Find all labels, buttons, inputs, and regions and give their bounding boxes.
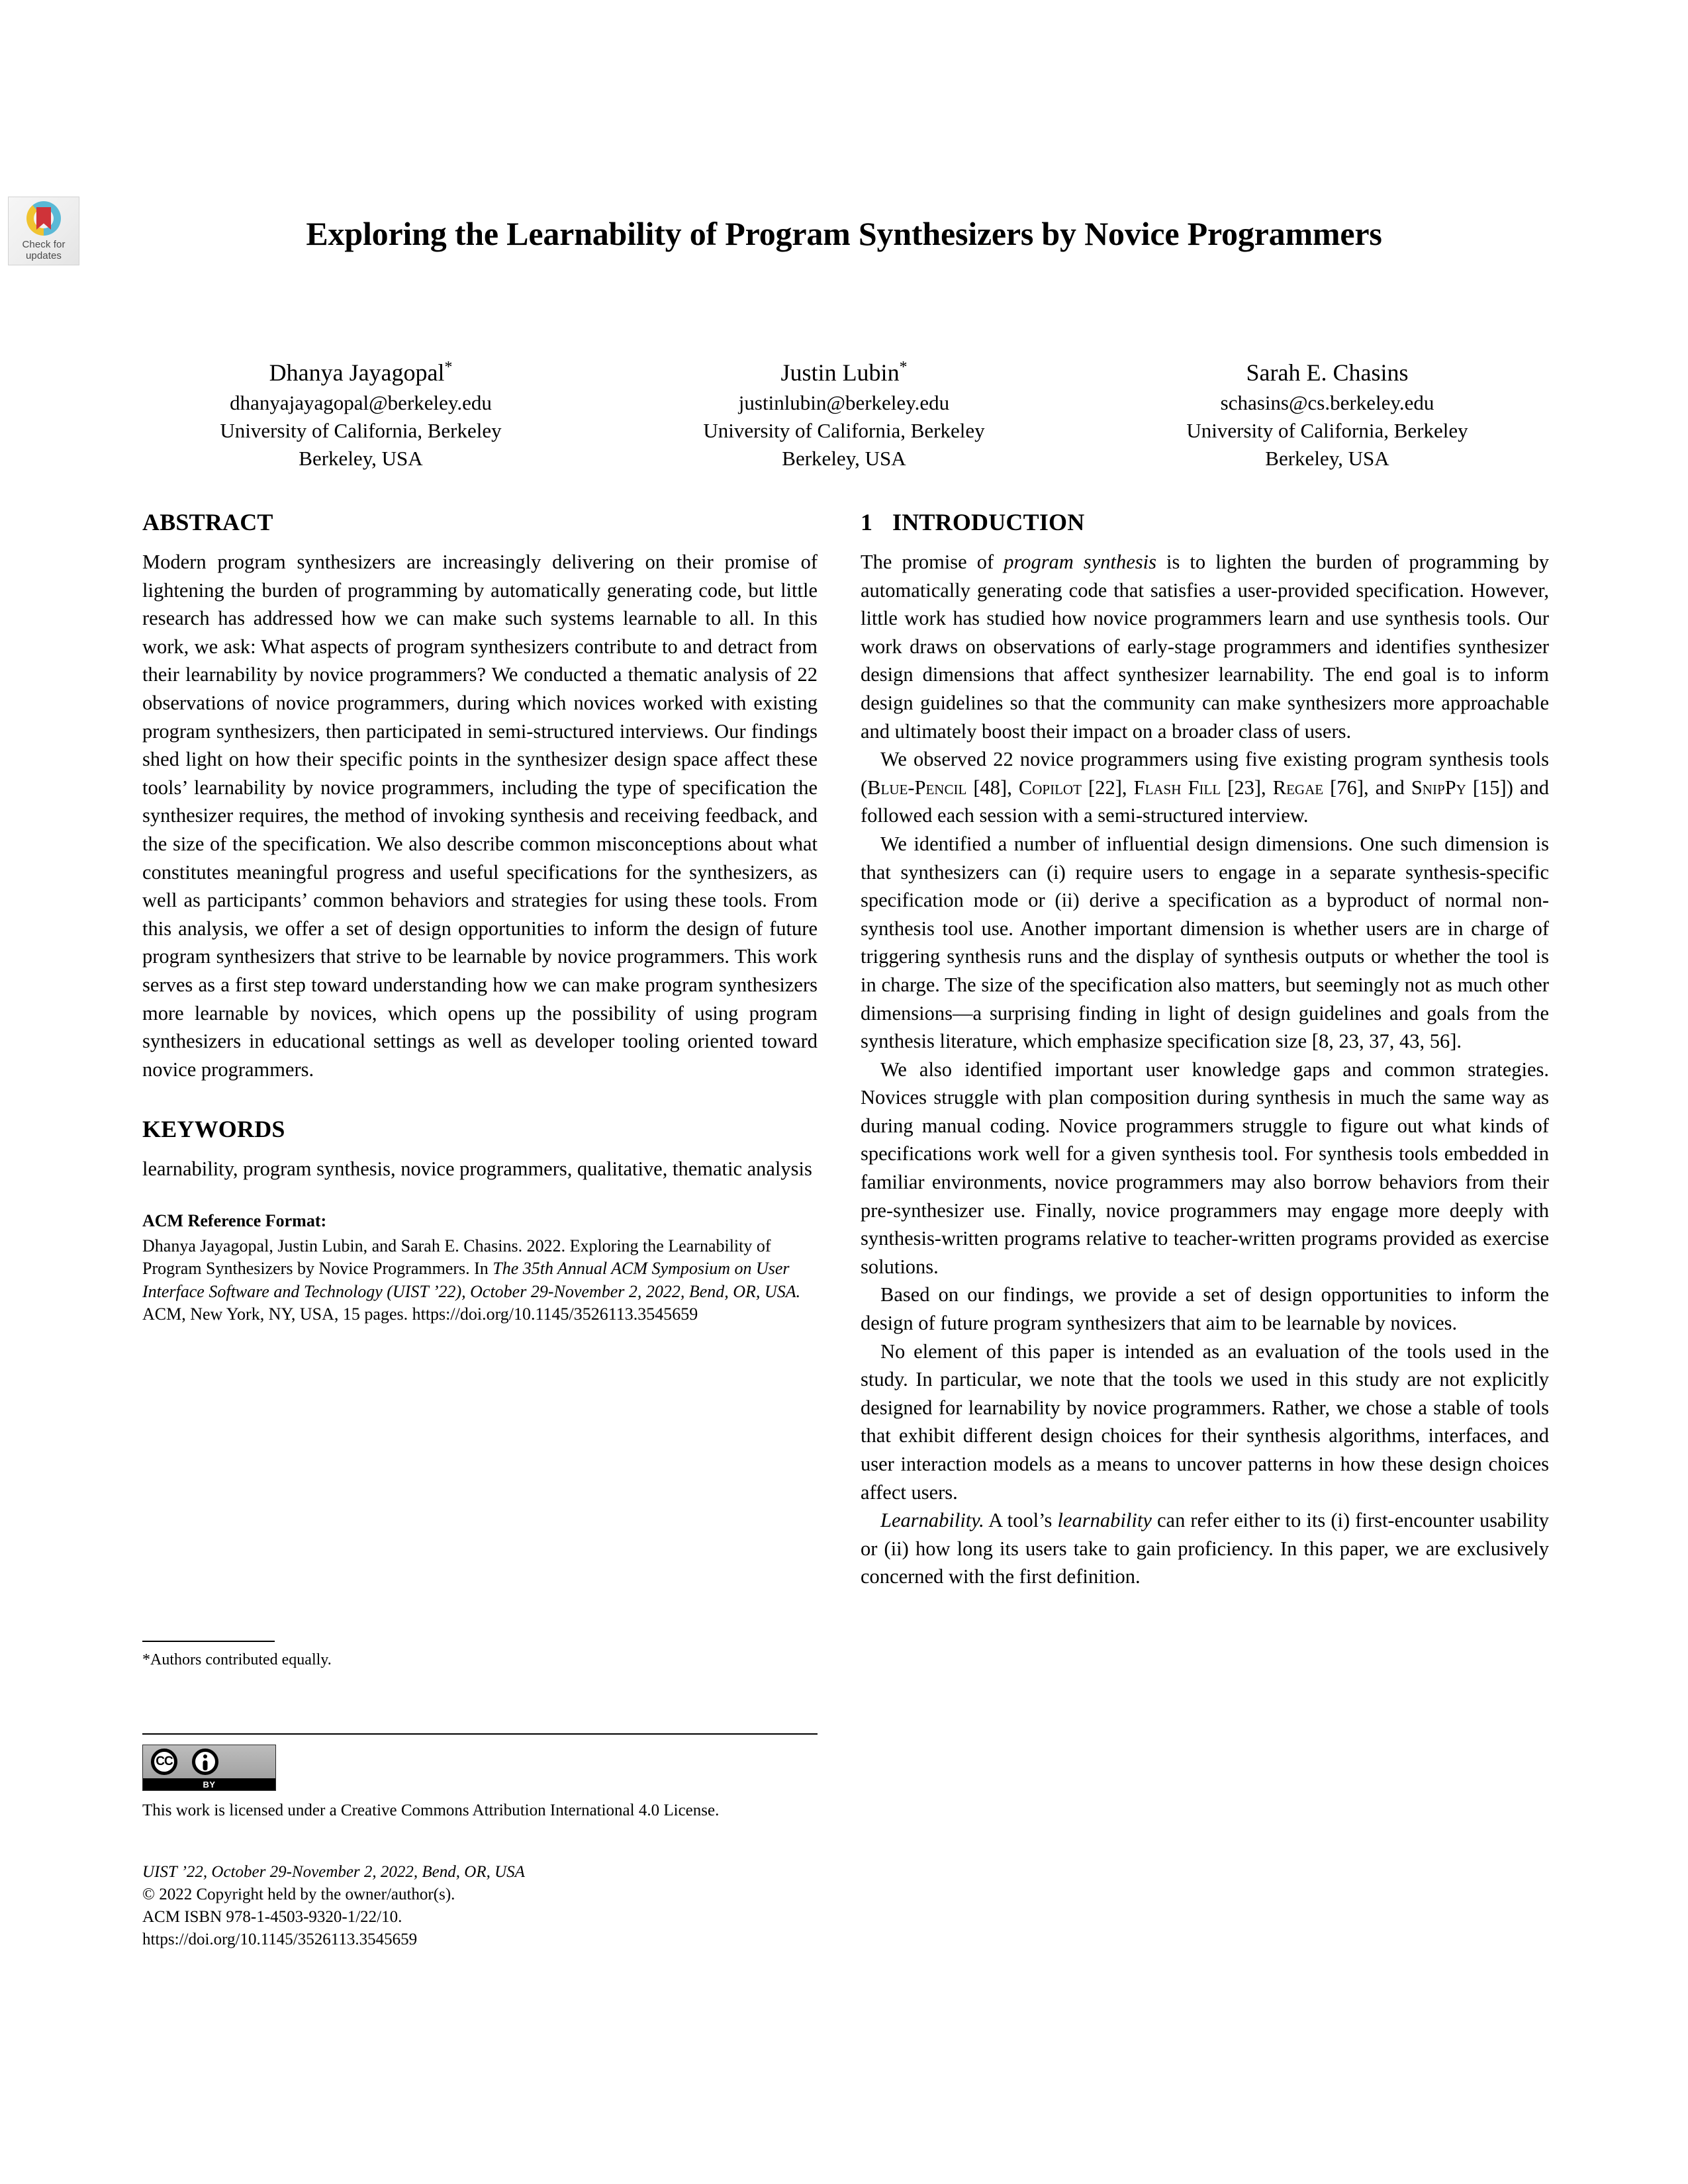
- author-affiliation: University of California, Berkeley: [1186, 419, 1468, 442]
- crossmark-badge[interactable]: [8, 197, 79, 265]
- spacer: [142, 1183, 818, 1210]
- tool-name-snippy: SnipPy: [1411, 776, 1466, 799]
- intro-paragraph-1: [861, 548, 1549, 745]
- cc-attribution-person-icon: [192, 1749, 218, 1775]
- author-name: [626, 356, 1062, 389]
- author-affiliation: University of California, Berkeley: [703, 419, 985, 442]
- crossmark-label-line1: Check for: [22, 239, 66, 250]
- section-title: INTRODUCTION: [892, 509, 1085, 535]
- footnote-divider: [142, 1641, 275, 1642]
- tool-name-regae: Regae: [1272, 776, 1324, 799]
- copyright-holder: © 2022 Copyright held by the owner/author(s).: [142, 1886, 455, 1903]
- copyright-block: [142, 1861, 818, 1951]
- spacer: [142, 1083, 818, 1115]
- author-entry: [1109, 356, 1546, 473]
- license-text: This work is licensed under a Creative Commons Attribution International 4.0 License.: [142, 1801, 720, 1819]
- tool-name-copilot: Copilot: [1018, 776, 1082, 799]
- tool-name-blue-pencil: Blue-Pencil: [867, 776, 967, 799]
- copyright-venue: UIST ’22, October 29-November 2, 2022, Bend, OR, USA: [142, 1863, 525, 1881]
- intro-p2-b: ) and followed each session with a semi-structured interview.: [861, 776, 1549, 827]
- tool2-citation: [22],: [1081, 776, 1134, 799]
- author-entry: [142, 356, 579, 473]
- keywords-text: learnability, program synthesis, novice programmers, qualitative, thematic analysis: [142, 1158, 812, 1181]
- author-name-text: Justin Lubin: [780, 359, 900, 386]
- intro-paragraph-3: We identified a number of influential design dimensions. One such dimension is that synthesizers can (i) require users to engage in a separate synthesis-specific specification mode or (ii) derive a specification as a byproduct of normal non-synthesis tool use. Another important dimension is whether users are in charge of triggering synthesis runs and the display of synthesis outputs or whether the tool is in charge. The size of the specification also matters, but seemingly not as much other dimensions—a surprising finding in light of design guidelines and goals from the synthesis literature, which emphasize specification size [8, 23, 37, 43, 56].: [861, 832, 1549, 1053]
- crossmark-label: [22, 239, 65, 261]
- author-email[interactable]: schasins@cs.berkeley.edu: [1220, 391, 1434, 414]
- intro-p1-italic: program synthesis: [1004, 551, 1157, 573]
- author-name: [1109, 356, 1546, 389]
- intro-p7-b: can refer either to its (i) first-encounter usability or (ii) how long its users take to gain proficiency. In this paper, we are exclusively concerned with the first definition.: [861, 1509, 1549, 1588]
- tool1-citation: [48],: [966, 776, 1019, 799]
- copyright-isbn: ACM ISBN 978-1-4503-9320-1/22/10.: [142, 1908, 402, 1926]
- acm-ref-part2: ACM, New York, NY, USA, 15 pages. https://doi.org/10.1145/3526113.3545659: [142, 1304, 698, 1324]
- tool-name-flash-fill: Flash Fill: [1133, 776, 1221, 799]
- intro-p7-a: A tool’s: [984, 1509, 1058, 1532]
- intro-paragraph-2: [861, 745, 1549, 830]
- cc-badge-top: [143, 1745, 275, 1778]
- author-name: [142, 356, 579, 389]
- copyright-doi[interactable]: https://doi.org/10.1145/3526113.3545659: [142, 1931, 418, 1948]
- acm-reference-heading: ACM Reference Format:: [142, 1210, 327, 1230]
- author-name-text: Dhanya Jayagopal: [269, 359, 445, 386]
- abstract-heading: ABSTRACT: [142, 509, 273, 535]
- right-column: [861, 508, 1549, 1591]
- author-block: [142, 356, 1546, 473]
- author-marker: *: [899, 359, 908, 376]
- bookmark-icon: [36, 207, 51, 230]
- intro-paragraph-6: No element of this paper is intended as an evaluation of the tools used in the study. In particular, we note that the tools we used in this study are not explicitly designed for learnability by novice programmers. Rather, we chose a stable of tools that exhibit different design choices for their synthesis algorithms, interfaces, and user interaction models as a means to uncover patterns in how these design choices affect users.: [861, 1340, 1549, 1504]
- intro-paragraph-5: Based on our findings, we provide a set of design opportunities to inform the design of future program synthesizers that aim to be learnable by novices.: [861, 1283, 1549, 1335]
- introduction-heading: [861, 508, 1549, 536]
- license-divider: [142, 1733, 818, 1735]
- learnability-term: Learnability.: [880, 1509, 984, 1532]
- intro-p2-a: We observed 22 novice programmers using five existing program synthesis tools (: [861, 748, 1549, 799]
- author-email[interactable]: justinlubin@berkeley.edu: [738, 391, 950, 414]
- learnability-italic: learnability: [1057, 1509, 1152, 1532]
- section-number: 1: [861, 509, 873, 535]
- author-location: Berkeley, USA: [1265, 447, 1389, 470]
- intro-p1-a: The promise of: [861, 551, 1004, 573]
- tool5-citation: [15]: [1466, 776, 1507, 799]
- keywords-heading: KEYWORDS: [142, 1116, 285, 1143]
- left-column: [142, 508, 818, 1326]
- creative-commons-by-icon: [142, 1745, 276, 1791]
- crossmark-label-line2: updates: [25, 250, 62, 261]
- author-affiliation: University of California, Berkeley: [220, 419, 502, 442]
- intro-paragraph-learnability: [861, 1506, 1549, 1591]
- crossmark-ring-icon: [26, 201, 61, 236]
- cc-circle-icon: CC: [151, 1749, 177, 1775]
- footnote-text: *Authors contributed equally.: [142, 1651, 332, 1668]
- intro-p1-b: is to lighten the burden of programming by automatically generating code that satisfies a user-provided specification. However, little work has studied how novice programmers learn and use synthesis tools. Our work draws on observations of early-stage programmers and identifies synthesizer design dimensions that affect synthesizer learnability. The end goal is to inform design guidelines so that the community can make synthesizers more approachable and ultimately boost their impact on a broader class of users.: [861, 551, 1549, 743]
- acm-ref-part1: Dhanya Jayagopal, Justin Lubin, and Sarah E. Chasins. 2022. Exploring the Learnability of Program Synthesizers by Novice Programmers. In: [142, 1236, 771, 1279]
- author-location: Berkeley, USA: [299, 447, 423, 470]
- acm-ref-venue-italic: The 35th Annual ACM Symposium on User Interface Software and Technology (UIST ’22), October 29-November 2, 2022, Bend, OR, USA.: [142, 1259, 801, 1301]
- tool3-citation: [23],: [1221, 776, 1273, 799]
- page-title: Exploring the Learnability of Program Synthesizers by Novice Programmers: [306, 215, 1382, 252]
- author-marker: *: [444, 359, 453, 376]
- author-location: Berkeley, USA: [782, 447, 906, 470]
- abstract-text: Modern program synthesizers are increasingly delivering on their promise of lightening the burden of programming by automatically generating code, but little research has addressed how we can make such systems learnable to all. In this work, we ask: What aspects of program synthesizers contribute to and detract from their learnability by novice programmers? We conducted a thematic analysis of 22 observations of novice programmers, during which novices worked with existing program synthesizers, then participated in semi-structured interviews. Our findings shed light on how their specific points in the synthesizer design space affect these tools’ learnability by novice programmers, including the type of specification the synthesizer requires, the method of invoking synthesis and receiving feedback, and the size of the specification. We also describe common misconceptions about what constitutes meaningful progress and useful specifications for the synthesizers, as well as participants’ common behaviors and strategies for using these tools. From this analysis, we offer a set of design opportunities to inform the design of future program synthesizers that strive to be learnable by novice programmers. This work serves as a first step toward understanding how we can make program synthesizers more learnable by novices, which opens up the possibility of using program synthesizers in educational settings as well as developer tooling oriented toward novice programmers.: [142, 551, 818, 1081]
- acm-reference-text: [142, 1235, 818, 1326]
- author-entry: [626, 356, 1062, 473]
- cc-by-label: BY: [143, 1778, 275, 1790]
- author-name-text: Sarah E. Chasins: [1246, 359, 1409, 386]
- intro-paragraph-4: We also identified important user knowledge gaps and common strategies. Novices struggle with plan composition during synthesis in much the same way as during manual coding. Novice programmers struggle to figure out what kinds of specifications work well for a given synthesis tool. For synthesis tools embedded in familiar environments, novice programmers may also borrow behaviors from their pre-synthesizer use. Finally, novice programmers may engage more deeply with synthesis-written programs relative to teacher-written programs provided as exercise solutions.: [861, 1058, 1549, 1278]
- tool4-citation: [76], and: [1323, 776, 1411, 799]
- author-email[interactable]: dhanyajayagopal@berkeley.edu: [230, 391, 492, 414]
